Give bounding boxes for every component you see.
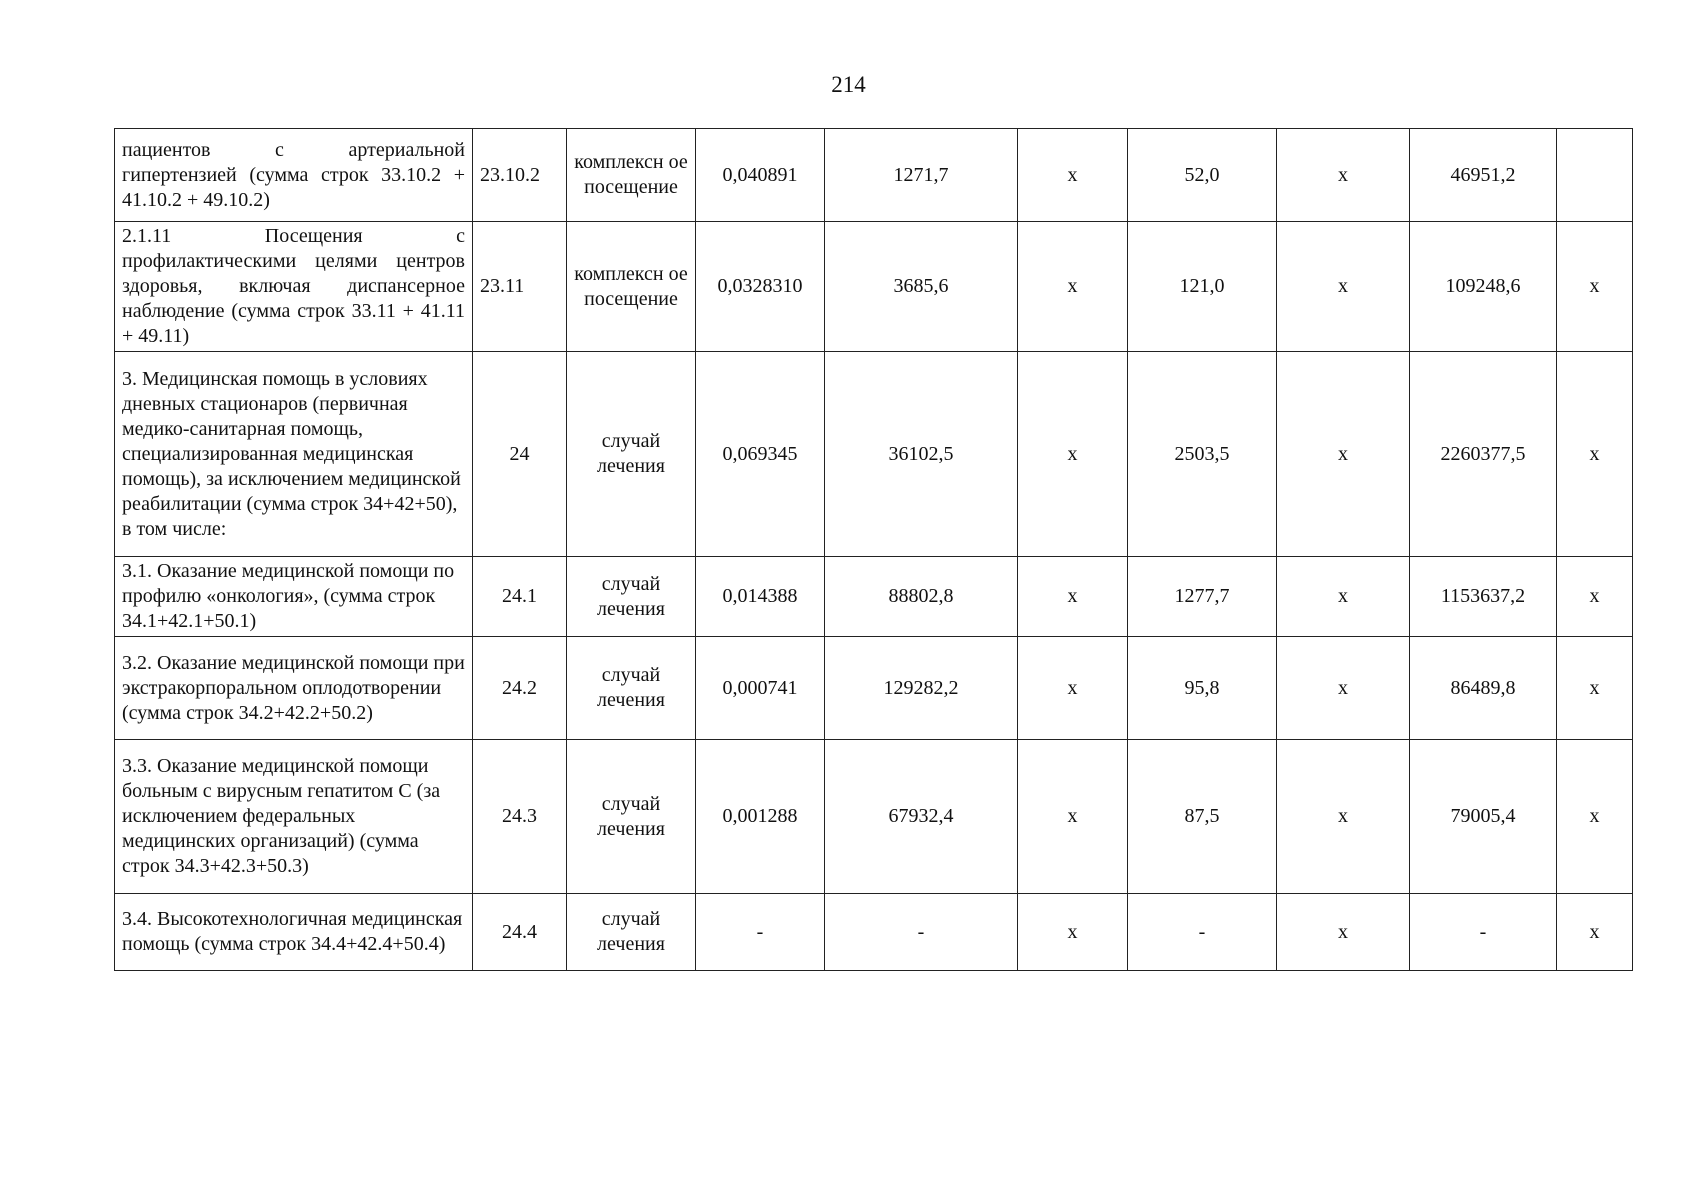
row-cell-9: - bbox=[1410, 894, 1557, 971]
row-cell-10: х bbox=[1557, 557, 1633, 637]
row-cell-7: 87,5 bbox=[1128, 740, 1277, 894]
row-cell-6: х bbox=[1018, 557, 1128, 637]
data-table bbox=[114, 128, 1633, 971]
row-norm: - bbox=[696, 894, 825, 971]
row-cell-10: х bbox=[1557, 637, 1633, 740]
row-cost: - bbox=[825, 894, 1018, 971]
row-unit: случай лечения bbox=[567, 740, 696, 894]
row-description: 2.1.11 Посещения с профилактическими целями центров здоровья, включая диспансерное наблюдение (сумма строк 33.11 + 41.11 + 49.11) bbox=[115, 222, 473, 352]
row-unit: случай лечения bbox=[567, 894, 696, 971]
row-cell-7: - bbox=[1128, 894, 1277, 971]
row-code: 24.4 bbox=[473, 894, 567, 971]
table-row bbox=[115, 637, 1633, 740]
row-cell-6: х bbox=[1018, 894, 1128, 971]
page-number: 214 bbox=[831, 72, 866, 97]
row-cost: 36102,5 bbox=[825, 352, 1018, 557]
row-cell-8: х bbox=[1277, 352, 1410, 557]
row-cell-6: х bbox=[1018, 740, 1128, 894]
row-norm: 0,040891 bbox=[696, 129, 825, 222]
row-unit: случай лечения bbox=[567, 637, 696, 740]
row-cell-6: х bbox=[1018, 637, 1128, 740]
row-unit: комплексн ое посещение bbox=[567, 129, 696, 222]
row-cell-8: х bbox=[1277, 557, 1410, 637]
row-cell-7: 121,0 bbox=[1128, 222, 1277, 352]
row-cost: 3685,6 bbox=[825, 222, 1018, 352]
row-cell-9: 109248,6 bbox=[1410, 222, 1557, 352]
table-row bbox=[115, 352, 1633, 557]
row-cell-9: 46951,2 bbox=[1410, 129, 1557, 222]
row-norm: 0,069345 bbox=[696, 352, 825, 557]
row-code: 24.3 bbox=[473, 740, 567, 894]
row-norm: 0,001288 bbox=[696, 740, 825, 894]
row-code: 24.2 bbox=[473, 637, 567, 740]
row-description: пациентов с артериальной гипертензией (сумма строк 33.10.2 + 41.10.2 + 49.10.2) bbox=[115, 129, 473, 222]
table-row bbox=[115, 557, 1633, 637]
row-code: 23.10.2 bbox=[473, 129, 567, 222]
row-cell-9: 79005,4 bbox=[1410, 740, 1557, 894]
row-norm: 0,0328310 bbox=[696, 222, 825, 352]
row-cell-10: х bbox=[1557, 352, 1633, 557]
row-cell-8: х bbox=[1277, 637, 1410, 740]
row-cell-6: х bbox=[1018, 352, 1128, 557]
row-cell-7: 95,8 bbox=[1128, 637, 1277, 740]
row-cell-10: х bbox=[1557, 894, 1633, 971]
row-cell-7: 52,0 bbox=[1128, 129, 1277, 222]
row-description: 3.1. Оказание медицинской помощи по профилю «онкология», (сумма строк 34.1+42.1+50.1) bbox=[115, 557, 473, 637]
table-row bbox=[115, 222, 1633, 352]
row-cell-8: х bbox=[1277, 894, 1410, 971]
table-row bbox=[115, 894, 1633, 971]
row-cell-8: х bbox=[1277, 740, 1410, 894]
row-code: 23.11 bbox=[473, 222, 567, 352]
table-row bbox=[115, 740, 1633, 894]
row-cell-8: х bbox=[1277, 222, 1410, 352]
row-cell-6: х bbox=[1018, 129, 1128, 222]
row-cost: 129282,2 bbox=[825, 637, 1018, 740]
row-unit: случай лечения bbox=[567, 557, 696, 637]
row-code: 24.1 bbox=[473, 557, 567, 637]
row-cell-8: х bbox=[1277, 129, 1410, 222]
row-description: 3.2. Оказание медицинской помощи при экстракорпоральном оплодотворении (сумма строк 34.2+42.2+50.2) bbox=[115, 637, 473, 740]
row-cost: 88802,8 bbox=[825, 557, 1018, 637]
row-cost: 1271,7 bbox=[825, 129, 1018, 222]
row-description: 3. Медицинская помощь в условиях дневных стационаров (первичная медико-санитарная помощь, специализированная медицинская помощь), за исключением медицинской реабилитации (сумма строк 34+42+50), в том числе: bbox=[115, 352, 473, 557]
row-cell-9: 2260377,5 bbox=[1410, 352, 1557, 557]
row-cost: 67932,4 bbox=[825, 740, 1018, 894]
row-norm: 0,000741 bbox=[696, 637, 825, 740]
table-row bbox=[115, 129, 1633, 222]
row-cell-10 bbox=[1557, 129, 1633, 222]
row-norm: 0,014388 bbox=[696, 557, 825, 637]
row-code: 24 bbox=[473, 352, 567, 557]
row-cell-7: 1277,7 bbox=[1128, 557, 1277, 637]
row-cell-9: 1153637,2 bbox=[1410, 557, 1557, 637]
row-description: 3.3. Оказание медицинской помощи больным с вирусным гепатитом С (за исключением федеральных медицинских организаций) (сумма строк 34.3+42.3+50.3) bbox=[115, 740, 473, 894]
row-cell-9: 86489,8 bbox=[1410, 637, 1557, 740]
row-cell-10: х bbox=[1557, 740, 1633, 894]
row-unit: случай лечения bbox=[567, 352, 696, 557]
row-cell-6: х bbox=[1018, 222, 1128, 352]
row-cell-10: х bbox=[1557, 222, 1633, 352]
row-cell-7: 2503,5 bbox=[1128, 352, 1277, 557]
row-unit: комплексн ое посещение bbox=[567, 222, 696, 352]
row-description: 3.4. Высокотехнологичная медицинская помощь (сумма строк 34.4+42.4+50.4) bbox=[115, 894, 473, 971]
